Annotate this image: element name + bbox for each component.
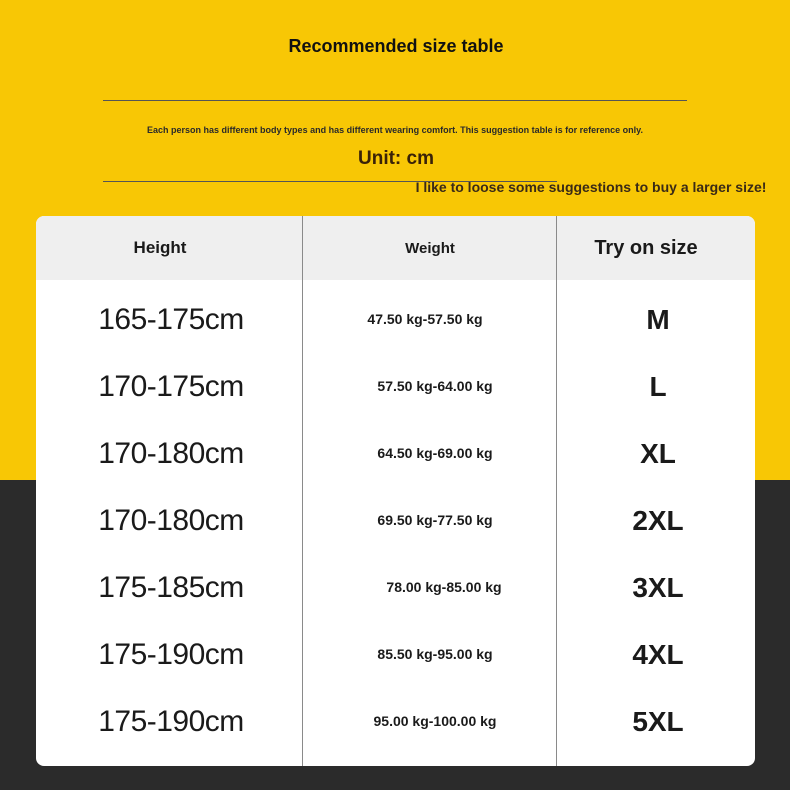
size-cell: L [649,370,667,402]
table-row [36,420,755,487]
table-row [36,688,755,755]
height-cell: 175-185cm [98,570,244,604]
weight-cell: 69.50 kg-77.50 kg [377,512,493,528]
weight-cell: 95.00 kg-100.00 kg [373,713,497,729]
table-body [36,286,755,755]
page-title: Recommended size table [288,36,504,56]
size-table [36,216,755,766]
column-header-height: Height [133,238,187,257]
height-cell: 170-180cm [98,503,244,537]
table-row [36,487,755,554]
height-cell: 165-175cm [98,302,244,336]
disclaimer-note: Each person has different body types and has different wearing comfort. This suggestion table is for reference only. [147,125,643,135]
size-cell: 2XL [632,504,684,536]
column-header-size: Try on size [594,236,698,259]
size-cell: 5XL [632,705,684,737]
unit-label: Unit: cm [358,148,434,169]
height-cell: 175-190cm [98,637,244,671]
height-cell: 170-180cm [98,436,244,470]
size-cell: M [646,303,670,335]
table-row [36,621,755,688]
table-row [36,353,755,420]
table-row [36,554,755,621]
weight-cell: 78.00 kg-85.00 kg [386,579,502,595]
size-cell: 4XL [632,638,684,670]
weight-cell: 85.50 kg-95.00 kg [377,646,493,662]
size-cell: XL [640,437,676,469]
height-cell: 175-190cm [98,704,244,738]
weight-cell: 57.50 kg-64.00 kg [377,378,493,394]
table-row [36,286,755,353]
size-cell: 3XL [632,571,684,603]
divider-top [103,100,687,101]
column-header-weight: Weight [405,239,455,257]
size-suggestion: I like to loose some suggestions to buy a larger size! [415,179,767,195]
weight-cell: 64.50 kg-69.00 kg [377,445,493,461]
height-cell: 170-175cm [98,369,244,403]
weight-cell: 47.50 kg-57.50 kg [367,311,483,327]
